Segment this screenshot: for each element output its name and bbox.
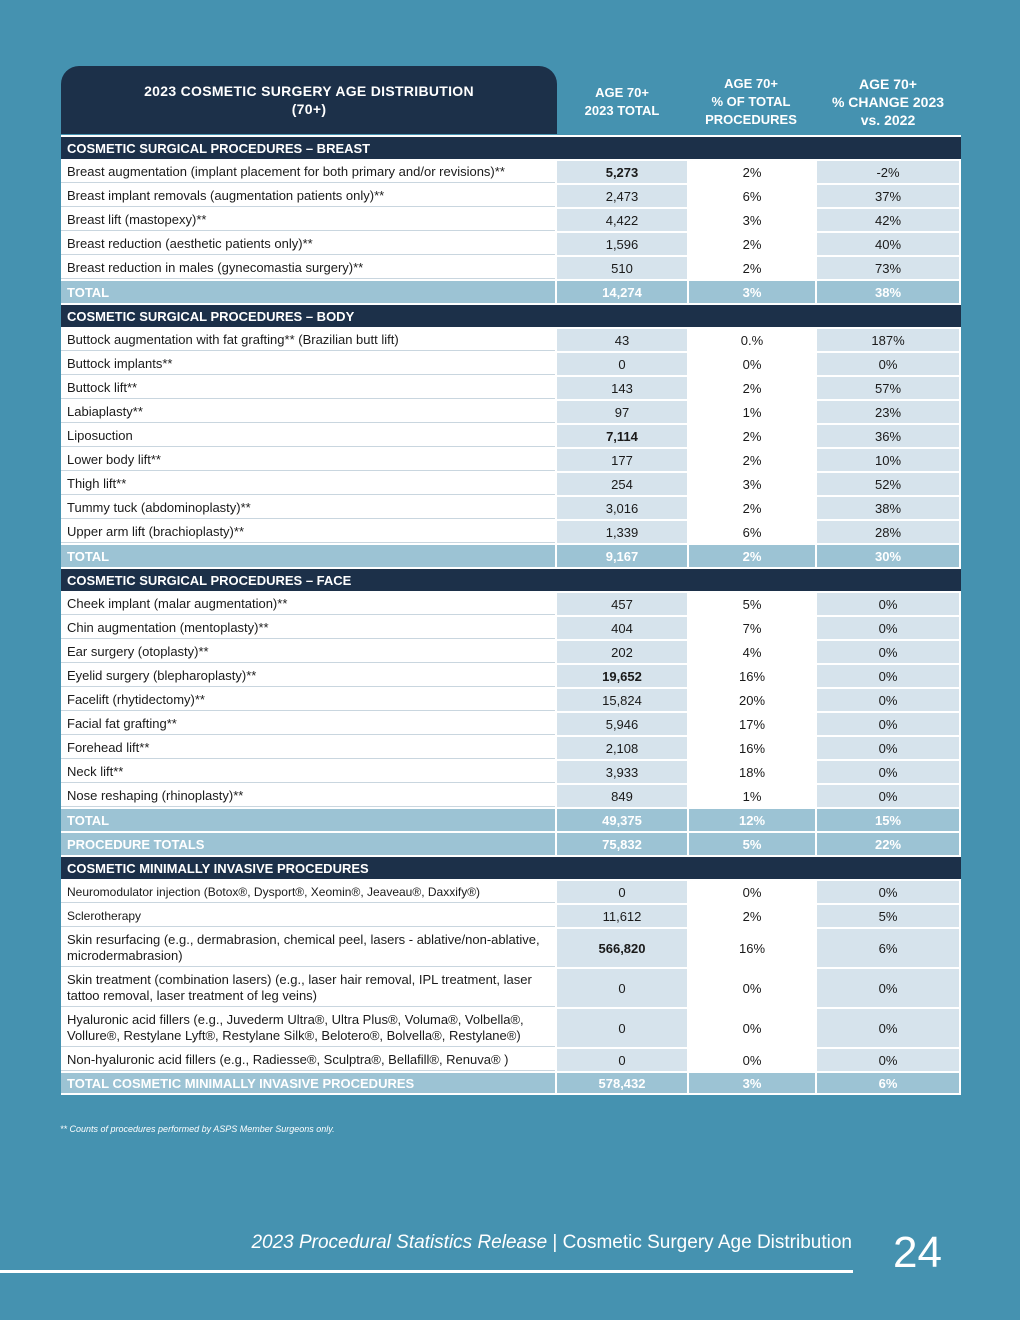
percent-value: 16% bbox=[687, 737, 815, 759]
change-value: -2% bbox=[815, 161, 961, 183]
percent-value: 0% bbox=[687, 1009, 815, 1047]
change-value: 37% bbox=[815, 185, 961, 207]
total-value: 254 bbox=[555, 473, 687, 495]
change-value: 52% bbox=[815, 473, 961, 495]
procedure-label: TOTAL bbox=[61, 809, 555, 831]
change-value: 73% bbox=[815, 257, 961, 279]
change-value: 0% bbox=[815, 785, 961, 807]
procedure-label: Hyaluronic acid fillers (e.g., Juvederm Ultra®, Ultra Plus®, Voluma®, Volbella®, Vollure®, Restylane Lyft®, Restylane Silk®, Belotero®, Bolvella®, Restylane®) bbox=[61, 1009, 555, 1047]
total-value: 578,432 bbox=[555, 1073, 687, 1093]
table-row bbox=[61, 399, 961, 423]
change-value: 0% bbox=[815, 353, 961, 375]
total-value: 0 bbox=[555, 1049, 687, 1071]
procedure-label: Sclerotherapy bbox=[61, 905, 555, 927]
change-value: 0% bbox=[815, 881, 961, 903]
table-row bbox=[61, 327, 961, 351]
change-value: 0% bbox=[815, 1049, 961, 1071]
total-value: 49,375 bbox=[555, 809, 687, 831]
percent-value: 12% bbox=[687, 809, 815, 831]
procedure-totals-row bbox=[61, 831, 961, 855]
total-value: 43 bbox=[555, 329, 687, 351]
table-row bbox=[61, 903, 961, 927]
table-row bbox=[61, 735, 961, 759]
footer-report-title: 2023 Procedural Statistics Release bbox=[251, 1232, 548, 1253]
percent-value: 18% bbox=[687, 761, 815, 783]
change-value: 30% bbox=[815, 545, 961, 567]
percent-value: 2% bbox=[687, 233, 815, 255]
table-row bbox=[61, 423, 961, 447]
footer-separator: | bbox=[547, 1232, 563, 1253]
table-row bbox=[61, 375, 961, 399]
table-row bbox=[61, 231, 961, 255]
total-value: 9,167 bbox=[555, 545, 687, 567]
total-value: 2,473 bbox=[555, 185, 687, 207]
procedure-label: Nose reshaping (rhinoplasty)** bbox=[61, 785, 555, 807]
percent-value: 3% bbox=[687, 281, 815, 303]
table-row bbox=[61, 471, 961, 495]
procedure-label: TOTAL COSMETIC MINIMALLY INVASIVE PROCEDURES bbox=[61, 1073, 555, 1093]
col-header-total: AGE 70+ 2023 TOTAL bbox=[584, 85, 660, 118]
percent-value: 1% bbox=[687, 401, 815, 423]
procedure-label: Thigh lift** bbox=[61, 473, 555, 495]
procedure-label: Facelift (rhytidectomy)** bbox=[61, 689, 555, 711]
change-value: 5% bbox=[815, 905, 961, 927]
percent-value: 2% bbox=[687, 161, 815, 183]
total-value: 849 bbox=[555, 785, 687, 807]
change-value: 187% bbox=[815, 329, 961, 351]
percent-value: 2% bbox=[687, 497, 815, 519]
table-row bbox=[61, 591, 961, 615]
table-row bbox=[61, 687, 961, 711]
percent-value: 2% bbox=[687, 905, 815, 927]
procedure-label: Tummy tuck (abdominoplasty)** bbox=[61, 497, 555, 519]
procedure-label: Lower body lift** bbox=[61, 449, 555, 471]
procedure-label: Breast implant removals (augmentation patients only)** bbox=[61, 185, 555, 207]
change-value: 0% bbox=[815, 713, 961, 735]
footer-caption bbox=[251, 1232, 852, 1254]
change-value: 0% bbox=[815, 617, 961, 639]
percent-value: 0% bbox=[687, 881, 815, 903]
change-value: 36% bbox=[815, 425, 961, 447]
percent-value: 0.% bbox=[687, 329, 815, 351]
change-value: 23% bbox=[815, 401, 961, 423]
total-value: 4,422 bbox=[555, 209, 687, 231]
total-value: 0 bbox=[555, 1009, 687, 1047]
table-row bbox=[61, 879, 961, 903]
change-value: 0% bbox=[815, 641, 961, 663]
total-value: 1,339 bbox=[555, 521, 687, 543]
percent-value: 2% bbox=[687, 449, 815, 471]
percent-value: 5% bbox=[687, 593, 815, 615]
change-value: 0% bbox=[815, 1009, 961, 1047]
total-value: 5,273 bbox=[555, 161, 687, 183]
total-value: 1,596 bbox=[555, 233, 687, 255]
change-value: 0% bbox=[815, 665, 961, 687]
table-row bbox=[61, 183, 961, 207]
total-value: 177 bbox=[555, 449, 687, 471]
procedure-label: Upper arm lift (brachioplasty)** bbox=[61, 521, 555, 543]
change-value: 0% bbox=[815, 761, 961, 783]
procedure-label: Chin augmentation (mentoplasty)** bbox=[61, 617, 555, 639]
change-value: 0% bbox=[815, 689, 961, 711]
table-row bbox=[61, 447, 961, 471]
change-value: 38% bbox=[815, 497, 961, 519]
percent-value: 17% bbox=[687, 713, 815, 735]
table-row bbox=[61, 159, 961, 183]
total-value: 566,820 bbox=[555, 929, 687, 967]
total-value: 19,652 bbox=[555, 665, 687, 687]
section-header-breast: COSMETIC SURGICAL PROCEDURES – BREAST bbox=[61, 135, 961, 159]
table-title: 2023 COSMETIC SURGERY AGE DISTRIBUTION (70+) bbox=[61, 66, 557, 134]
table-row bbox=[61, 255, 961, 279]
section-header-minimally-invasive: COSMETIC MINIMALLY INVASIVE PROCEDURES bbox=[61, 855, 961, 879]
procedure-label: Skin resurfacing (e.g., dermabrasion, chemical peel, lasers - ablative/non-ablative, microdermabrasion) bbox=[61, 929, 555, 967]
total-value: 3,016 bbox=[555, 497, 687, 519]
total-row-face bbox=[61, 807, 961, 831]
total-value: 11,612 bbox=[555, 905, 687, 927]
procedure-label: Non-hyaluronic acid fillers (e.g., Radiesse®, Sculptra®, Bellafill®, Renuva® ) bbox=[61, 1049, 555, 1071]
change-value: 57% bbox=[815, 377, 961, 399]
change-value: 10% bbox=[815, 449, 961, 471]
column-headers bbox=[557, 74, 961, 130]
total-value: 457 bbox=[555, 593, 687, 615]
total-value: 5,946 bbox=[555, 713, 687, 735]
change-value: 22% bbox=[815, 833, 961, 855]
procedure-label: Forehead lift** bbox=[61, 737, 555, 759]
procedure-label: Breast reduction (aesthetic patients only)** bbox=[61, 233, 555, 255]
total-value: 14,274 bbox=[555, 281, 687, 303]
change-value: 40% bbox=[815, 233, 961, 255]
percent-value: 3% bbox=[687, 473, 815, 495]
total-value: 0 bbox=[555, 969, 687, 1007]
footer-rule bbox=[0, 1270, 853, 1273]
procedure-label: TOTAL bbox=[61, 281, 555, 303]
total-value: 3,933 bbox=[555, 761, 687, 783]
section-header-face: COSMETIC SURGICAL PROCEDURES – FACE bbox=[61, 567, 961, 591]
change-value: 28% bbox=[815, 521, 961, 543]
table-row bbox=[61, 207, 961, 231]
procedure-label: Neck lift** bbox=[61, 761, 555, 783]
percent-value: 3% bbox=[687, 1073, 815, 1093]
table-row bbox=[61, 615, 961, 639]
total-value: 15,824 bbox=[555, 689, 687, 711]
table-row bbox=[61, 783, 961, 807]
table-row bbox=[61, 519, 961, 543]
change-value: 15% bbox=[815, 809, 961, 831]
change-value: 6% bbox=[815, 1073, 961, 1093]
table-row bbox=[61, 495, 961, 519]
percent-value: 1% bbox=[687, 785, 815, 807]
percent-value: 3% bbox=[687, 209, 815, 231]
procedure-label: Skin treatment (combination lasers) (e.g., laser hair removal, IPL treatment, laser tattoo removal, laser treatment of leg veins) bbox=[61, 969, 555, 1007]
age-distribution-table bbox=[61, 135, 961, 1095]
total-value: 202 bbox=[555, 641, 687, 663]
total-value: 404 bbox=[555, 617, 687, 639]
total-row-minimally-invasive bbox=[61, 1071, 961, 1095]
change-value: 42% bbox=[815, 209, 961, 231]
total-value: 97 bbox=[555, 401, 687, 423]
table-row bbox=[61, 639, 961, 663]
percent-value: 20% bbox=[687, 689, 815, 711]
percent-value: 7% bbox=[687, 617, 815, 639]
section-header-body: COSMETIC SURGICAL PROCEDURES – BODY bbox=[61, 303, 961, 327]
percent-value: 16% bbox=[687, 665, 815, 687]
procedure-label: Breast lift (mastopexy)** bbox=[61, 209, 555, 231]
change-value: 38% bbox=[815, 281, 961, 303]
change-value: 6% bbox=[815, 929, 961, 967]
procedure-label: Buttock lift** bbox=[61, 377, 555, 399]
total-value: 75,832 bbox=[555, 833, 687, 855]
procedure-label: TOTAL bbox=[61, 545, 555, 567]
page-number: 24 bbox=[893, 1228, 942, 1277]
procedure-label: Breast reduction in males (gynecomastia surgery)** bbox=[61, 257, 555, 279]
footnote: ** Counts of procedures performed by ASPS Member Surgeons only. bbox=[60, 1124, 335, 1134]
total-value: 0 bbox=[555, 881, 687, 903]
table-row bbox=[61, 663, 961, 687]
percent-value: 2% bbox=[687, 545, 815, 567]
percent-value: 5% bbox=[687, 833, 815, 855]
table-row bbox=[61, 1047, 961, 1071]
procedure-label: Ear surgery (otoplasty)** bbox=[61, 641, 555, 663]
col-header-change: AGE 70+ % CHANGE 2023 vs. 2022 bbox=[831, 76, 945, 128]
total-value: 143 bbox=[555, 377, 687, 399]
procedure-label: Facial fat grafting** bbox=[61, 713, 555, 735]
total-value: 7,114 bbox=[555, 425, 687, 447]
percent-value: 0% bbox=[687, 1049, 815, 1071]
procedure-label: Neuromodulator injection (Botox®, Dysport®, Xeomin®, Jeaveau®, Daxxify®) bbox=[61, 881, 555, 903]
percent-value: 6% bbox=[687, 521, 815, 543]
total-value: 0 bbox=[555, 353, 687, 375]
table-row bbox=[61, 711, 961, 735]
percent-value: 6% bbox=[687, 185, 815, 207]
col-header-percent: AGE 70+ % OF TOTAL PROCEDURES bbox=[705, 76, 797, 127]
percent-value: 0% bbox=[687, 969, 815, 1007]
procedure-label: Buttock implants** bbox=[61, 353, 555, 375]
procedure-label: Labiaplasty** bbox=[61, 401, 555, 423]
percent-value: 4% bbox=[687, 641, 815, 663]
change-value: 0% bbox=[815, 737, 961, 759]
table-row bbox=[61, 759, 961, 783]
total-row-body bbox=[61, 543, 961, 567]
percent-value: 2% bbox=[687, 377, 815, 399]
total-value: 2,108 bbox=[555, 737, 687, 759]
procedure-label: Cheek implant (malar augmentation)** bbox=[61, 593, 555, 615]
table-row bbox=[61, 967, 961, 1007]
total-value: 510 bbox=[555, 257, 687, 279]
table-row bbox=[61, 351, 961, 375]
table-row bbox=[61, 927, 961, 967]
procedure-label: PROCEDURE TOTALS bbox=[61, 833, 555, 855]
procedure-label: Breast augmentation (implant placement for both primary and/or revisions)** bbox=[61, 161, 555, 183]
percent-value: 2% bbox=[687, 257, 815, 279]
percent-value: 0% bbox=[687, 353, 815, 375]
procedure-label: Liposuction bbox=[61, 425, 555, 447]
table-row bbox=[61, 1007, 961, 1047]
change-value: 0% bbox=[815, 969, 961, 1007]
change-value: 0% bbox=[815, 593, 961, 615]
percent-value: 16% bbox=[687, 929, 815, 967]
procedure-label: Buttock augmentation with fat grafting** (Brazilian butt lift) bbox=[61, 329, 555, 351]
total-row-breast bbox=[61, 279, 961, 303]
procedure-label: Eyelid surgery (blepharoplasty)** bbox=[61, 665, 555, 687]
percent-value: 2% bbox=[687, 425, 815, 447]
footer-section-title: Cosmetic Surgery Age Distribution bbox=[562, 1232, 852, 1253]
